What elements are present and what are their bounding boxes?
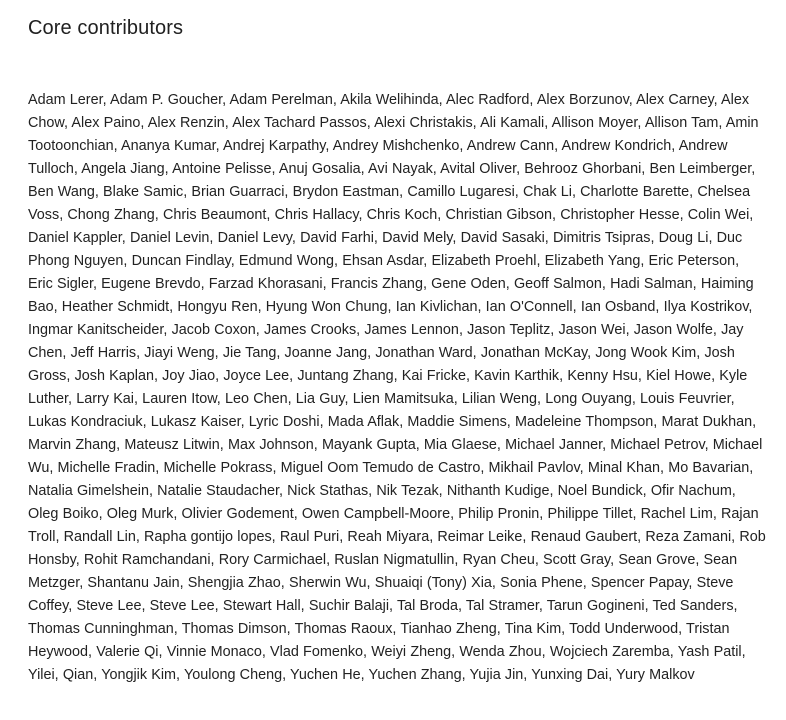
- contributors-list: Adam Lerer, Adam P. Goucher, Adam Perelman, Akila Welihinda, Alec Radford, Alex Borzunov, Alex Carney, Alex Chow, Alex Paino, Alex Renzin, Alex Tachard Passos, Alexi Christakis, Ali Kamali, Allison Moyer, Allison Tam, Amin Tootoonchian, Ananya Kumar, Andrej Karpathy, Andrey Mishchenko, Andrew Cann, Andrew Kondrich, Andrew Tulloch, Angela Jiang, Antoine Pelisse, Anuj Gosalia, Avi Nayak, Avital Oliver, Behrooz Ghorbani, Ben Leimberger, Ben Wang, Blake Samic, Brian Guarraci, Brydon Eastman, Camillo Lugaresi, Chak Li, Charlotte Barette, Chelsea Voss, Chong Zhang, Chris Beaumont, Chris Hallacy, Chris Koch, Christian Gibson, Christopher Hesse, Colin Wei, Daniel Kappler, Daniel Levin, Daniel Levy, David Farhi, David Mely, David Sasaki, Dimitris Tsipras, Doug Li, Duc Phong Nguyen, Duncan Findlay, Edmund Wong, Ehsan Asdar, Elizabeth Proehl, Elizabeth Yang, Eric Peterson, Eric Sigler, Eugene Brevdo, Farzad Khorasani, Francis Zhang, Gene Oden, Geoff Salmon, Hadi Salman, Haiming Bao, Heather Schmidt, Hongyu Ren, Hyung Won Chung, Ian Kivlichan, Ian O'Connell, Ian Osband, Ilya Kostrikov, Ingmar Kanitscheider, Jacob Coxon, James Crooks, James Lennon, Jason Teplitz, Jason Wei, Jason Wolfe, Jay Chen, Jeff Harris, Jiayi Weng, Jie Tang, Joanne Jang, Jonathan Ward, Jonathan McKay, Jong Wook Kim, Josh Gross, Josh Kaplan, Joy Jiao, Joyce Lee, Juntang Zhang, Kai Fricke, Kavin Karthik, Kenny Hsu, Kiel Howe, Kyle Luther, Larry Kai, Lauren Itow, Leo Chen, Lia Guy, Lien Mamitsuka, Lilian Weng, Long Ouyang, Louis Feuvrier, Lukas Kondraciuk, Lukasz Kaiser, Lyric Doshi, Mada Aflak, Maddie Simens, Madeleine Thompson, Marat Dukhan, Marvin Zhang, Mateusz Litwin, Max Johnson, Mayank Gupta, Mia Glaese, Michael Janner, Michael Petrov, Michael Wu, Michelle Fradin, Michelle Pokrass, Miguel Oom Temudo de Castro, Mikhail Pavlov, Minal Khan, Mo Bavarian, Natalia Gimelshein, Natalie Staudacher, Nick Stathas, Nik Tezak, Nithanth Kudige, Noel Bundick, Ofir Nachum, Oleg Boiko, Oleg Murk, Olivier Godement, Owen Campbell-Moore, Philip Pronin, Philippe Tillet, Rachel Lim, Rajan Troll, Randall Lin, Rapha gontijo lopes, Raul Puri, Reah Miyara, Reimar Leike, Renaud Gaubert, Reza Zamani, Rob Honsby, Rohit Ramchandani, Rory Carmichael, Ruslan Nigmatullin, Ryan Cheu, Scott Gray, Sean Grove, Sean Metzger, Shantanu Jain, Shengjia Zhao, Sherwin Wu, Shuaiqi (Tony) Xia, Sonia Phene, Spencer Papay, Steve Coffey, Steve Lee, Steve Lee, Stewart Hall, Suchir Balaji, Tal Broda, Tal Stramer, Tarun Gogineni, Ted Sanders, Thomas Cunninghman, Thomas Dimson, Thomas Raoux, Tianhao Zheng, Tina Kim, Todd Underwood, Tristan Heywood, Valerie Qi, Vinnie Monaco, Vlad Fomenko, Weiyi Zheng, Wenda Zhou, Wojciech Zaremba, Yash Patil, Yilei, Qian, Yongjik Kim, Youlong Cheng, Yuchen He, Yuchen Zhang, Yujia Jin, Yunxing Dai, Yury Malkov: [28, 92, 766, 683]
- section-title: Core contributors: [28, 17, 184, 39]
- core-contributors-section: [28, 14, 768, 687]
